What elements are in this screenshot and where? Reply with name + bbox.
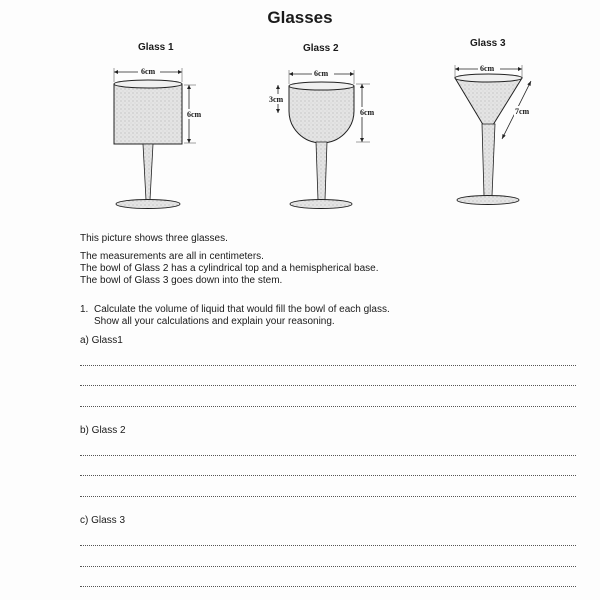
answer-line[interactable]	[80, 566, 576, 567]
answer-line[interactable]	[80, 455, 576, 456]
glass-3-width: 6cm	[480, 64, 495, 73]
part-b-label: b) Glass 2	[80, 425, 126, 436]
part-a-label: a) Glass1	[80, 335, 123, 346]
glass-1-label: Glass 1	[138, 42, 174, 53]
question-line-1: Calculate the volume of liquid that would fill the bowl of each glass.	[94, 304, 390, 315]
page-title: Glasses	[267, 8, 333, 27]
answer-line[interactable]	[80, 545, 576, 546]
glass-3-slant-height: 7cm	[515, 107, 530, 116]
answer-line[interactable]	[80, 586, 576, 587]
answer-line[interactable]	[80, 365, 576, 366]
question-line-2: Show all your calculations and explain your reasoning.	[94, 316, 335, 327]
question-number: 1.	[80, 304, 89, 315]
glass-2-height: 6cm	[360, 108, 375, 117]
answer-line[interactable]	[80, 406, 576, 407]
glass-2-cylinder-height: 3cm	[269, 95, 284, 104]
note-1: The measurements are all in centimeters.	[80, 251, 264, 262]
glass-3-label: Glass 3	[470, 38, 506, 49]
glass-2-label: Glass 2	[303, 43, 339, 54]
intro-text: This picture shows three glasses.	[80, 233, 228, 244]
glass-1-height: 6cm	[187, 110, 202, 119]
note-2: The bowl of Glass 2 has a cylindrical top and a hemispherical base.	[80, 263, 379, 274]
glass-2-width: 6cm	[314, 69, 329, 78]
note-3: The bowl of Glass 3 goes down into the stem.	[80, 275, 283, 286]
part-c-label: c) Glass 3	[80, 515, 126, 526]
answer-line[interactable]	[80, 385, 576, 386]
answer-line[interactable]	[80, 475, 576, 476]
glass-1-width: 6cm	[141, 67, 156, 76]
answer-line[interactable]	[80, 496, 576, 497]
